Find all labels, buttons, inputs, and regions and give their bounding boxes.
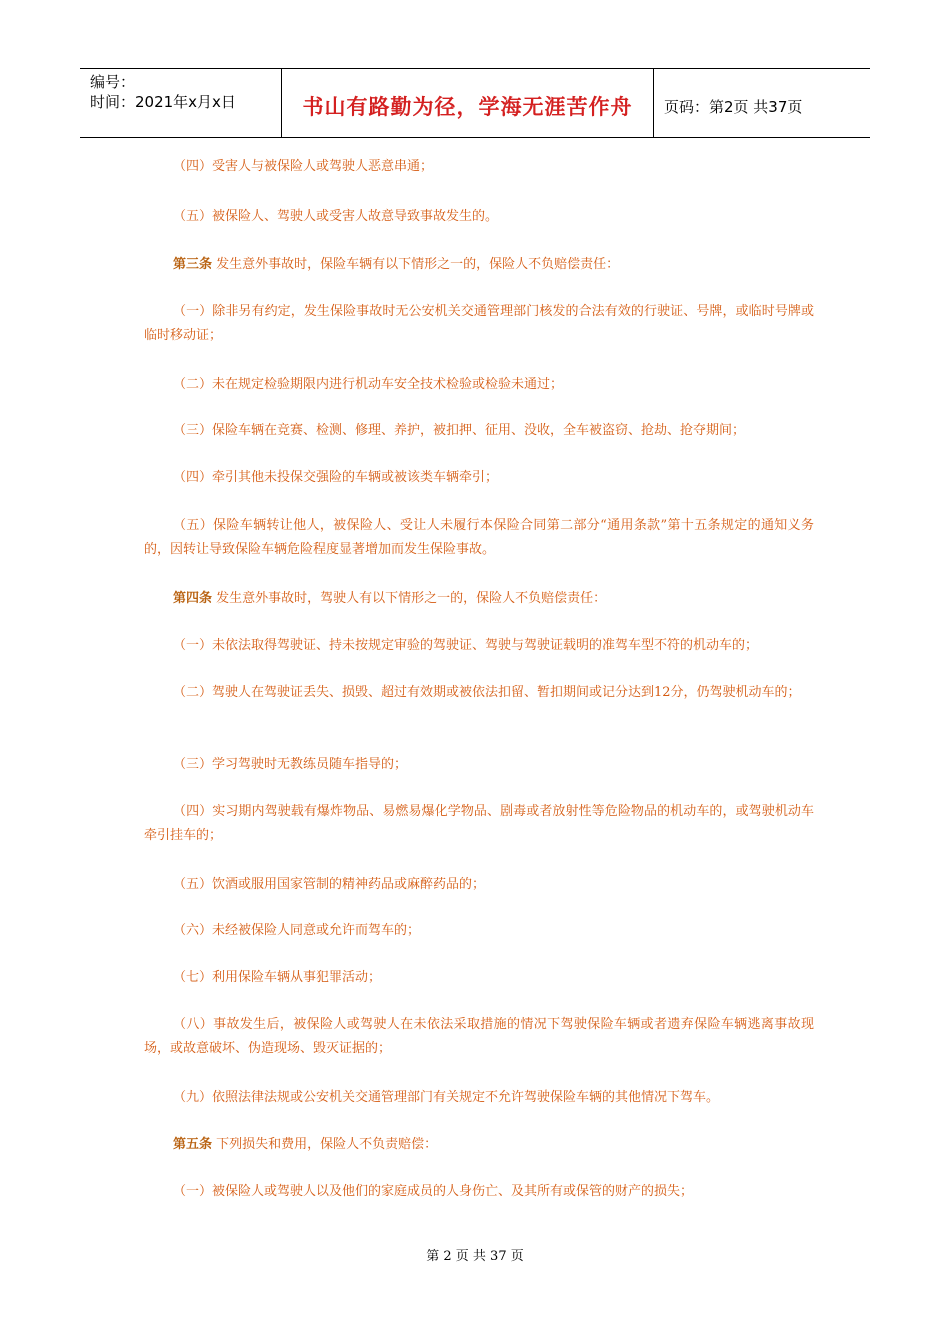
body-paragraph xyxy=(144,919,814,943)
page-footer: 第 2 页 共 37 页 xyxy=(426,1249,524,1264)
paragraph-text: （五）保险车辆转让他人，被保险人、受让人未履行本保险合同第二部分“通用条款”第十五条规定的通知义务的，因转让导致保险车辆危险程度显著增加而发生保险事故。 xyxy=(144,518,814,557)
document-time: 时间：2021年x月x日 xyxy=(90,93,236,111)
header-page-number: 页码：第2页 共37页 xyxy=(664,97,803,116)
paragraph-text: （二）未在规定检验期限内进行机动车安全技术检验或检验未通过； xyxy=(173,377,564,392)
page-header xyxy=(80,68,870,138)
article-number: 第三条 xyxy=(173,257,213,272)
paragraph-text: 下列损失和费用，保险人不负责赔偿： xyxy=(212,1137,438,1152)
body-paragraph xyxy=(144,1133,814,1157)
body-paragraph xyxy=(144,300,814,348)
paragraph-text: （四）实习期内驾驶载有爆炸物品、易燃易爆化学物品、剧毒或者放射性等危险物品的机动车的，或驾驶机动车牵引挂车的； xyxy=(144,804,814,843)
body-paragraph xyxy=(144,1180,814,1204)
paragraph-text: （九）依照法律法规或公安机关交通管理部门有关规定不允许驾驶保险车辆的其他情况下驾车。 xyxy=(173,1090,720,1105)
body-paragraph xyxy=(144,155,814,179)
paragraph-text: （二）驾驶人在驾驶证丢失、损毁、超过有效期或被依法扣留、暂扣期间或记分达到12分，仍驾驶机动车的； xyxy=(173,685,801,700)
body-paragraph xyxy=(144,205,814,229)
article-number: 第五条 xyxy=(173,1137,213,1152)
body-paragraph xyxy=(144,419,814,443)
paragraph-text: （八）事故发生后，被保险人或驾驶人在未依法采取措施的情况下驾驶保险车辆或者遗弃保险车辆逃离事故现场，或故意破坏、伪造现场、毁灭证据的； xyxy=(144,1017,814,1056)
body-paragraph xyxy=(144,753,814,777)
header-motto: 书山有路勤为径，学海无涯苦作舟 xyxy=(302,95,633,119)
body-paragraph xyxy=(144,466,814,490)
paragraph-text: 发生意外事故时，驾驶人有以下情形之一的，保险人不负赔偿责任： xyxy=(212,591,607,606)
paragraph-text: 发生意外事故时，保险车辆有以下情形之一的，保险人不负赔偿责任： xyxy=(212,257,620,272)
body-paragraph xyxy=(144,1013,814,1061)
body-paragraph xyxy=(144,681,814,705)
body-paragraph xyxy=(144,514,814,562)
header-motto-cell xyxy=(282,69,654,137)
paragraph-text: （一）未依法取得驾驶证、持未按规定审验的驾驶证、驾驶与驾驶证载明的准驾车型不符的机动车的； xyxy=(173,638,759,653)
paragraph-text: （一）被保险人或驾驶人以及他们的家庭成员的人身伤亡、及其所有或保管的财产的损失； xyxy=(173,1184,694,1199)
paragraph-text: （三）学习驾驶时无教练员随车指导的； xyxy=(173,757,408,772)
body-paragraph xyxy=(144,373,814,397)
paragraph-text: （七）利用保险车辆从事犯罪活动； xyxy=(173,970,382,985)
paragraph-text: （四）受害人与被保险人或驾驶人恶意串通； xyxy=(173,159,434,174)
document-number: 编号： xyxy=(90,73,136,91)
header-page-cell xyxy=(654,72,870,140)
paragraph-text: （四）牵引其他未投保交强险的车辆或被该类车辆牵引； xyxy=(173,470,499,485)
paragraph-text: （三）保险车辆在竞赛、检测、修理、养护，被扣押、征用、没收，全车被盗窃、抢劫、抢夺期间； xyxy=(173,423,746,438)
header-info-cell xyxy=(80,69,282,137)
body-paragraph xyxy=(144,800,814,848)
paragraph-text: （五）饮酒或服用国家管制的精神药品或麻醉药品的； xyxy=(173,877,486,892)
paragraph-text: （一）除非另有约定，发生保险事故时无公安机关交通管理部门核发的合法有效的行驶证、号牌，或临时号牌或临时移动证； xyxy=(144,304,814,343)
body-paragraph xyxy=(144,1086,814,1110)
paragraph-text: （五）被保险人、驾驶人或受害人故意导致事故发生的。 xyxy=(173,209,499,224)
article-number: 第四条 xyxy=(173,591,213,606)
paragraph-text: （六）未经被保险人同意或允许而驾车的； xyxy=(173,923,421,938)
body-paragraph xyxy=(144,634,814,658)
body-paragraph xyxy=(144,587,814,611)
body-paragraph xyxy=(144,253,814,277)
body-paragraph xyxy=(144,873,814,897)
body-paragraph xyxy=(144,966,814,990)
